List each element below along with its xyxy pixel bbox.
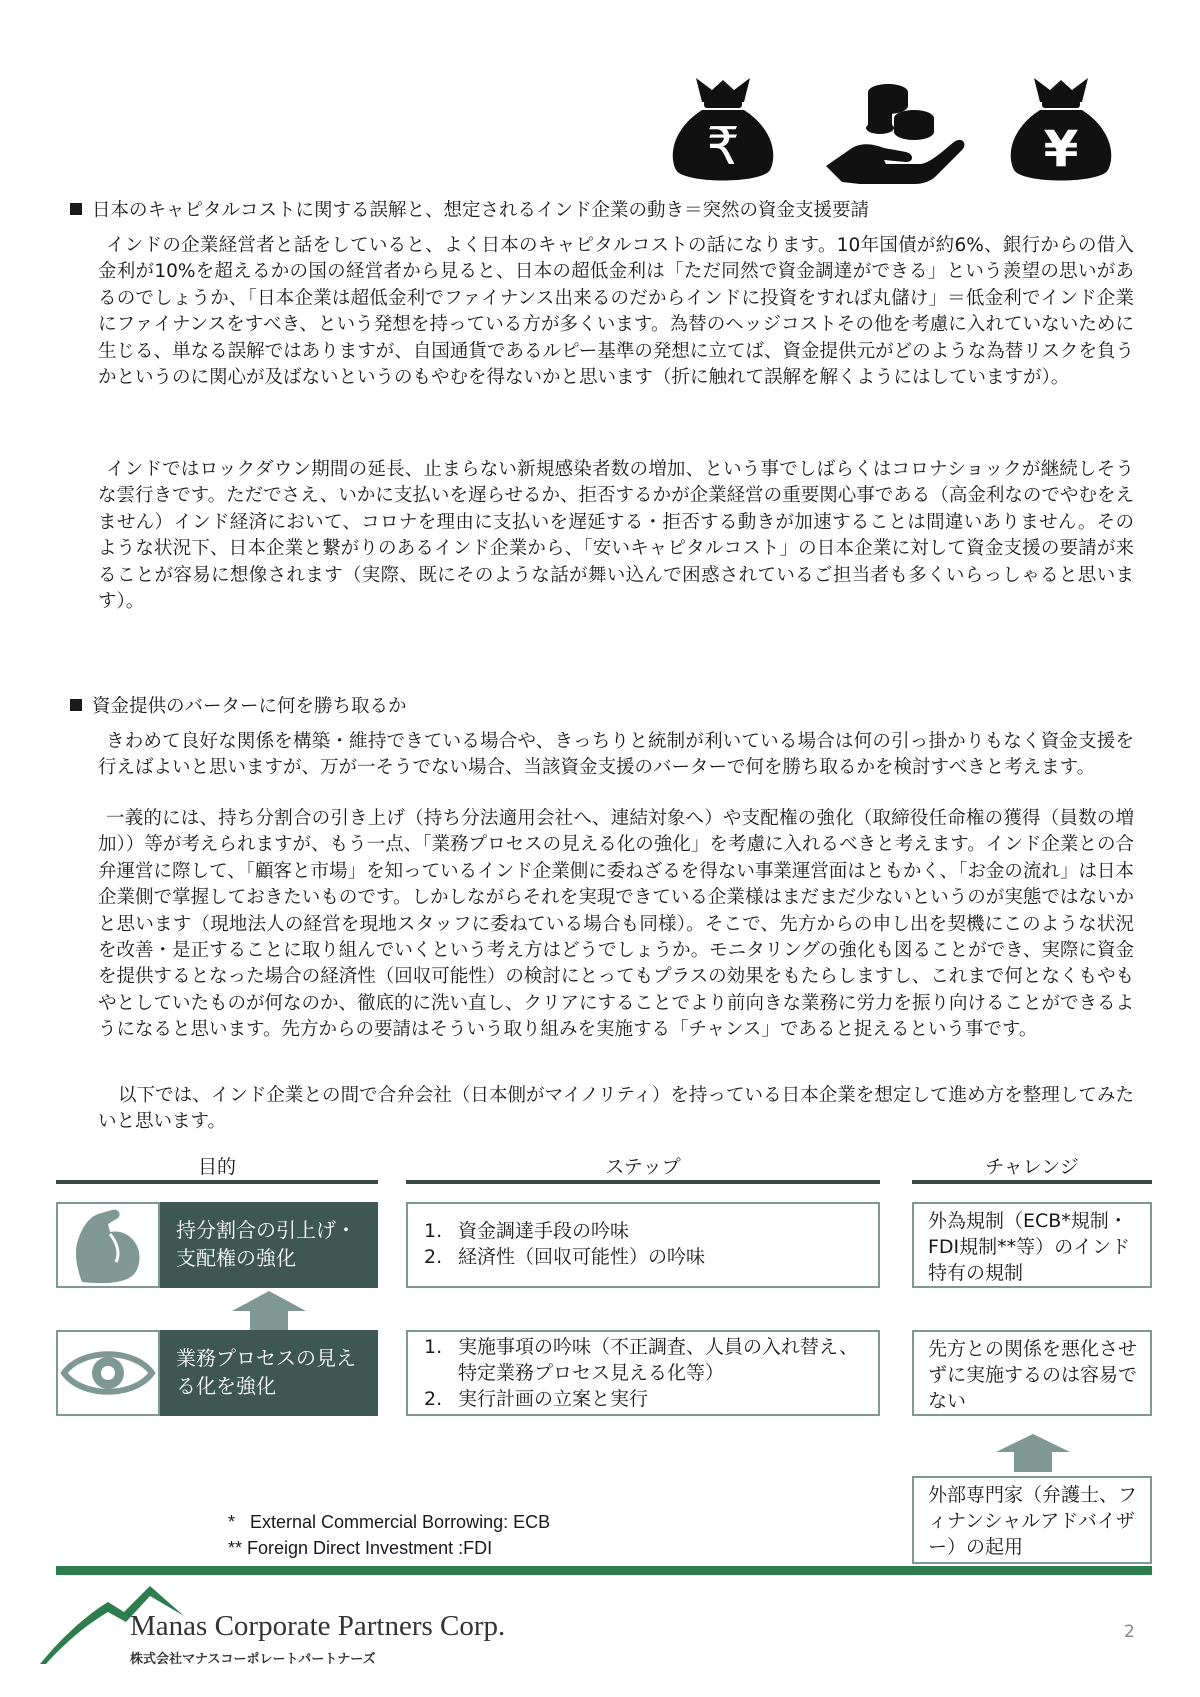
company-name-en: Manas Corporate Partners Corp. xyxy=(130,1610,506,1642)
column-header-steps: ステップ xyxy=(605,1156,681,1178)
company-name-jp: 株式会社マナスコーポレートパートナーズ xyxy=(130,1652,376,1667)
column-divider xyxy=(912,1180,1152,1184)
arrow-up-icon xyxy=(230,1289,308,1331)
purpose-box: 業務プロセスの見える化を強化 xyxy=(160,1330,378,1416)
paragraph: インドの企業経営者と話をしていると、よく日本のキャピタルコストの話になります。10年国債が約6%、銀行からの借入金利が10%を超えるかの国の経営者から見ると、日本の超低金利は「ただ同然で資金調達ができる」という羨望の思いがあるのでしょうか、「日本企業は超低金利でファイナンス出来るのだからインドに投資をすれば丸儲け」＝低金利でインド企業にファイナンスをすべき、という発想を持っている方が多くいます。為替のヘッジコストその他を考慮に入れていないために生じる、単なる誤解ではありますが、自国通貨であるルピー基準の発想に立てば、資金提供元がどのような為替リスクを負うかというのに関心が及ばないというのもやむを得ないかと思います（折に触れて誤解を解くようにはしていますが）。 xyxy=(98,235,1134,389)
icon-box xyxy=(56,1202,160,1288)
muscle-arm-icon xyxy=(58,1204,158,1286)
svg-text:₹: ₹ xyxy=(706,117,740,177)
challenge-box xyxy=(912,1202,1152,1288)
money-bag-yen-icon xyxy=(1006,74,1116,186)
footnote: ** Foreign Direct Investment :FDI xyxy=(228,1538,493,1558)
column-header-purpose: 目的 xyxy=(197,1156,236,1178)
section-heading: 日本のキャピタルコストに関する誤解と、想定されるインド企業の動き＝突然の資金支援要請 xyxy=(70,198,869,224)
steps-list xyxy=(424,1334,864,1412)
icon-box xyxy=(56,1330,160,1416)
footnote: * External Commercial Borrowing: ECB xyxy=(228,1512,551,1532)
list-item: 2. 経済性（回収可能性）の吟味 xyxy=(424,1246,706,1268)
steps-box xyxy=(406,1330,880,1416)
eye-icon xyxy=(58,1332,158,1414)
page-number: 2 xyxy=(1124,1622,1135,1642)
paragraph: きわめて良好な関係を構築・維持できている場合や、きっちりと統制が利いている場合は何の引っ掛かりもなく資金支援を行えばよいと思いますが、万が一そうでない場合、当該資金支援のバーターで何を勝ち取るかを検討すべきと考えます。 xyxy=(98,731,1134,779)
purpose-box: 持分割合の引上げ・支配権の強化 xyxy=(160,1202,378,1288)
steps-list xyxy=(424,1218,864,1270)
list-item: 1. 実施事項の吟味（不正調査、人員の入れ替え、特定業務プロセス見える化等） xyxy=(424,1336,859,1384)
column-header-challenge: チャレンジ xyxy=(985,1156,1079,1178)
list-item: 2. 実行計画の立案と実行 xyxy=(424,1388,649,1410)
coins-hand-icon xyxy=(822,78,966,184)
challenge-text: 外為規制（ECB*規制・FDI規制**等）のインド特有の規制 xyxy=(928,1210,1131,1284)
bullet-square-icon xyxy=(70,203,82,215)
solution-box xyxy=(912,1476,1152,1564)
money-bag-rupee-icon xyxy=(668,74,778,186)
arrow-up-icon xyxy=(994,1432,1072,1472)
paragraph: 以下では、インド企業との間で合弁会社（日本側がマイノリティ）を持っている日本企業を想定して進め方を整理してみたいと思います。 xyxy=(98,1085,1134,1133)
paragraph: 一義的には、持ち分割合の引き上げ（持ち分法適用会社へ、連結対象へ）や支配権の強化（取締役任命権の獲得（員数の増加））等が考えられますが、もう一点、「業務プロセスの見える化の強化」を考慮に入れるべきと考えます。インド企業との合弁運営に際して、「顧客と市場」を知っているインド企業側に委ねざるを得ない事業運営面はともかく、「お金の流れ」は日本企業側で掌握しておきたいものです。しかしながらそれを実現できている企業様はまだまだ少ないというのが実態ではないかと思います（現地法人の経営を現地スタッフに委ねている場合も同様）。そこで、先方からの申し出を契機にこのような状況を改善・是正することに取り組んでいくという考え方はどうでしょうか。モニタリングの強化も図ることができ、実際に資金を提供するとなった場合の経済性（回収可能性）の検討にとってもプラスの効果をもたらしますし、これまで何となくもやもやとしていたものが何なのか、徹底的に洗い直し、クリアにすることでより前向きな業務に労力を振り向けることができるようになると思います。先方からの要請はそういう取り組みを実施する「チャンス」であると捉えるという事です。 xyxy=(98,808,1135,1041)
column-divider xyxy=(406,1180,880,1184)
svg-text:¥: ¥ xyxy=(1043,120,1079,178)
list-item: 1. 資金調達手段の吟味 xyxy=(424,1220,630,1242)
column-divider xyxy=(56,1180,378,1184)
challenge-text: 先方との関係を悪化させずに実施するのは容易でない xyxy=(928,1338,1138,1412)
footer-rule xyxy=(56,1566,1152,1575)
challenge-box xyxy=(912,1330,1152,1416)
section-heading: 資金提供のバーターに何を勝ち取るか xyxy=(70,694,407,720)
bullet-square-icon xyxy=(70,699,82,711)
paragraph: インドではロックダウン期間の延長、止まらない新規感染者数の増加、という事でしばらくはコロナショックが継続しそうな雲行きです。ただでさえ、いかに支払いを遅らせるか、拒否するかが企業経営の重要関心事である（高金利なのでやむをえません）インド経済において、コロナを理由に支払いを遅延する・拒否する動きが加速することは間違いありません。そのような状況下、日本企業と繋がりのあるインド企業から、「安いキャピタルコスト」の日本企業に対して資金支援の要請が来ることが容易に想像されます（実際、既にそのような話が舞い込んで困惑されているご担当者も多くいらっしゃると思います）。 xyxy=(98,459,1134,613)
solution-text: 外部専門家（弁護士、フィナンシャルアドバイザー）の起用 xyxy=(928,1484,1138,1558)
steps-box xyxy=(406,1202,880,1288)
